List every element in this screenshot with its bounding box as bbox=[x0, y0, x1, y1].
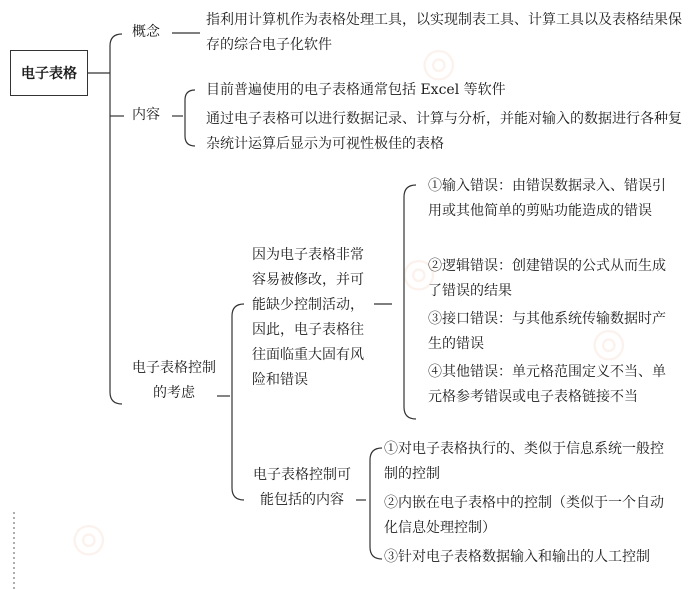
control-item: ③针对电子表格数据输入和输出的人工控制 bbox=[384, 549, 650, 565]
concept-text: 指利用计算机作为表格处理工具，以实现制表工具、计算工具以及表格结果保存的综合电子化软件 bbox=[206, 12, 682, 53]
watermark-logo: ◎ bbox=[580, 314, 635, 372]
watermark-logo: ◎ bbox=[60, 509, 115, 567]
watermark-logo: ◎ bbox=[410, 34, 465, 92]
error-item: ①输入错误：由错误数据录入、错误引用或其他简单的剪贴功能造成的错误 bbox=[428, 178, 666, 219]
error-item: ③接口错误：与其他系统传输数据时产生的错误 bbox=[428, 311, 666, 352]
error-item: ②逻辑错误：创建错误的公式从而生成了错误的结果 bbox=[428, 258, 666, 299]
control-item: ②内嵌在电子表格中的控制（类似于一个自动化信息处理控制） bbox=[384, 495, 664, 536]
content-item: 通过电子表格可以进行数据记录、计算与分析，并能对输入的数据进行各种复杂统计运算后显示为可视性极佳的表格 bbox=[206, 111, 682, 152]
control-label: 电子表格控制的考虑 bbox=[132, 360, 216, 401]
control-item: ①对电子表格执行的、类似于信息系统一般控制的控制 bbox=[384, 441, 664, 482]
concept-label: 概念 bbox=[132, 24, 160, 40]
controls-text: 电子表格控制可能包括的内容 bbox=[253, 467, 351, 508]
root-node: 电子表格 bbox=[10, 50, 88, 96]
watermark-logo: ◎ bbox=[390, 244, 445, 302]
error-item: ④其他错误：单元格范围定义不当、单元格参考错误或电子表格链接不当 bbox=[428, 364, 666, 405]
content-label: 内容 bbox=[132, 107, 160, 123]
content-item: 目前普遍使用的电子表格通常包括 Excel 等软件 bbox=[206, 82, 506, 98]
risk-text: 因为电子表格非常容易被修改，并可能缺少控制活动，因此，电子表格往往面临重大固有风险和错误 bbox=[252, 247, 364, 388]
